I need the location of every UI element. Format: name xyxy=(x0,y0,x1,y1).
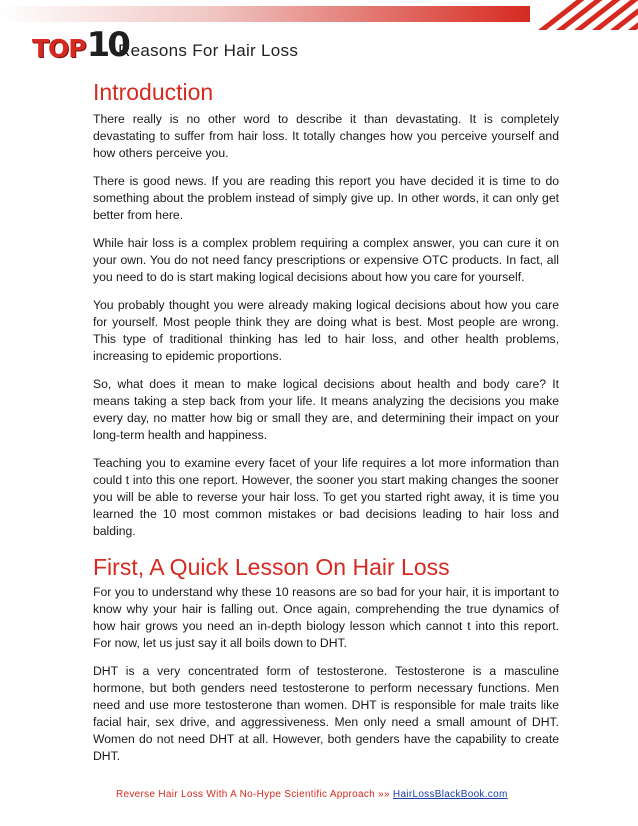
paragraph: So, what does it mean to make logical decisions about health and body care? It means taking a step back from your life. It means analyzing the decisions you make every day, no matter how big or small they are, and determining their impact on your long-term health and happiness. xyxy=(93,377,559,442)
header-stripes xyxy=(518,0,638,30)
section-heading-introduction: Introduction xyxy=(93,79,214,105)
header-gradient-bar xyxy=(0,6,530,22)
paragraph: DHT is a very concentrated form of testosterone. Testosterone is a masculine hormone, but both genders need testosterone to perform necessary functions. Men need and use more testosterone than women. DHT is responsible for male traits like facial hair, sex drive, and aggressiveness. Men only need a small amount of DHT. Women do not need DHT at all. However, both genders have the capability to create DHT. xyxy=(93,664,559,763)
document-title: Reasons For Hair Loss xyxy=(118,41,299,60)
paragraph: While hair loss is a complex problem requiring a complex answer, you can cure it on your own. You do not need fancy prescriptions or expensive OTC products. In fact, all you need to do is start making logical decisions about how you care for yourself. xyxy=(93,236,559,284)
paragraph: There is good news. If you are reading this report you have decided it is time to do something about the problem instead of simply give up. In other words, it can only get better from here. xyxy=(93,174,559,222)
footer-link[interactable]: HairLossBlackBook.com xyxy=(392,789,508,800)
paragraph: Teaching you to examine every facet of your life requires a lot more information than could t into this one report. However, the sooner you start making changes the sooner you will be able to reverse your hair loss. To get you started right away, it is time you learned the 10 most common mistakes or bad decisions leading to hair loss and balding. xyxy=(93,456,559,538)
page-footer xyxy=(116,789,508,800)
footer-text: Reverse Hair Loss With A No-Hype Scientific Approach »» xyxy=(116,789,393,800)
document-body xyxy=(93,79,559,776)
logo-top-text: TOP xyxy=(32,34,86,63)
logo-number: 10 xyxy=(86,25,128,66)
paragraph: There really is no other word to describe it than devastating. It is completely devastating to suffer from hair loss. It totally changes how you perceive yourself and how others perceive you. xyxy=(93,112,559,160)
paragraph: For you to understand why these 10 reasons are so bad for your hair, it is important to know why your hair is falling out. Once again, comprehending the true dynamics of how hair grows you need an in-depth biology lesson which cannot t into this report. For now, let us just say it all boils down to DHT. xyxy=(93,585,559,650)
paragraph: You probably thought you were already making logical decisions about how you care for yourself. Most people think they are doing what is best. Most people are wrong. This type of traditional thinking has led to hair loss, and other health problems, increasing to epidemic proportions. xyxy=(93,298,559,363)
top10-logo xyxy=(32,25,128,66)
section-heading-hair-loss-lesson: First, A Quick Lesson On Hair Loss xyxy=(93,554,450,580)
